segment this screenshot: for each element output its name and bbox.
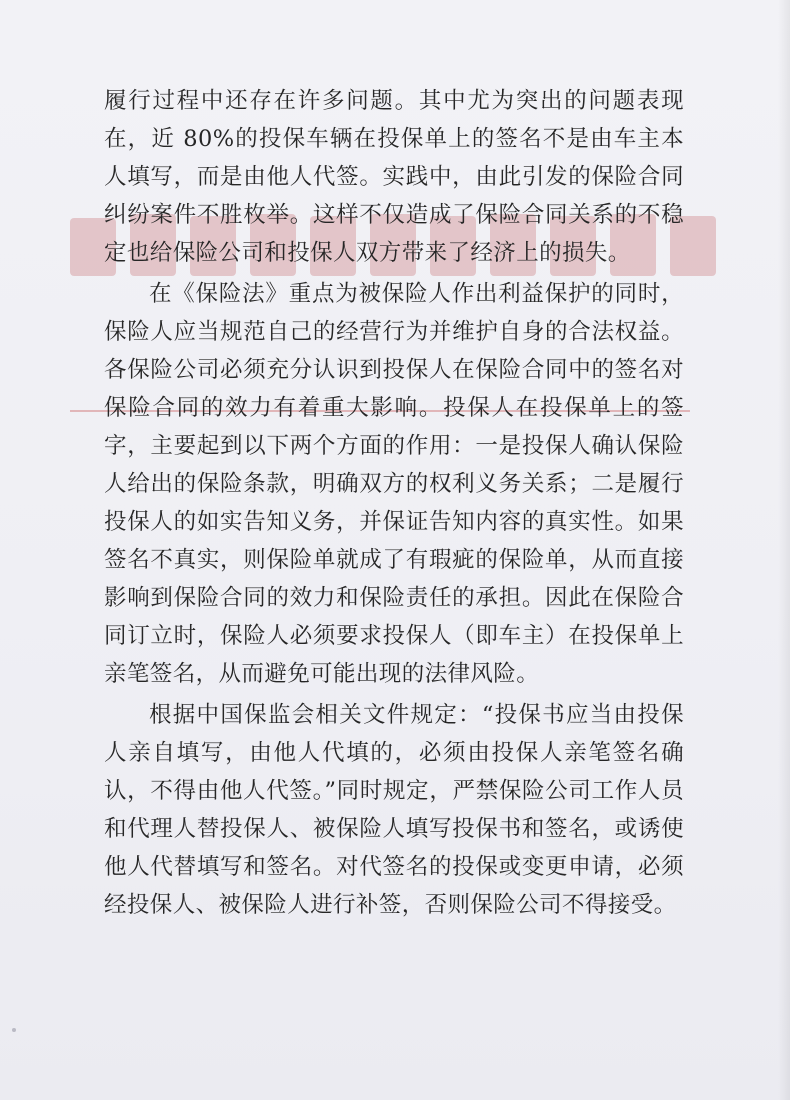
paragraph-2: 在《保险法》重点为被保险人作出利益保护的同时，保险人应当规范自己的经营行为并维护自身的合法权益。各保险公司必须充分认识到投保人在保险合同中的签名对保险合同的效力有着重大影响。投保人在投保单上的签字，主要起到以下两个方面的作用：一是投保人确认保险人给出的保险条款，明确双方的权利义务关系；二是履行投保人的如实告知义务，并保证告知内容的真实性。如果签名不真实，则保险单就成了有瑕疵的保险单，从而直接影响到保险合同的效力和保险责任的承担。因此在保险合同订立时，保险人必须要求投保人（即车主）在投保单上亲笔签名，从而避免可能出现的法律风险。 <box>104 281 684 687</box>
paragraph-3: 根据中国保监会相关文件规定：“投保书应当由投保人亲自填写，由他人代填的，必须由投保人亲笔签名确认，不得由他人代签。”同时规定，严禁保险公司工作人员和代理人替投保人、被保险人填写投保书和签名，或诱使他人代替填写和签名。对代签名的投保或变更申请，必须经投保人、被保险人进行补签，否则保险公司不得接受。 <box>104 702 684 918</box>
scan-speck <box>12 1028 16 1032</box>
paragraph-1: 履行过程中还存在许多问题。其中尤为突出的问题表现在，近 80%的投保车辆在投保单上的签名不是由车主本人填写，而是由他人代签。实践中，由此引发的保险合同纠纷案件不胜枚举。这样不仅造成了保险合同关系的不稳定也给保险公司和投保人双方带来了经济上的损失。 <box>104 88 684 266</box>
body-text <box>104 82 684 924</box>
scan-edge-shadow <box>778 0 790 1100</box>
